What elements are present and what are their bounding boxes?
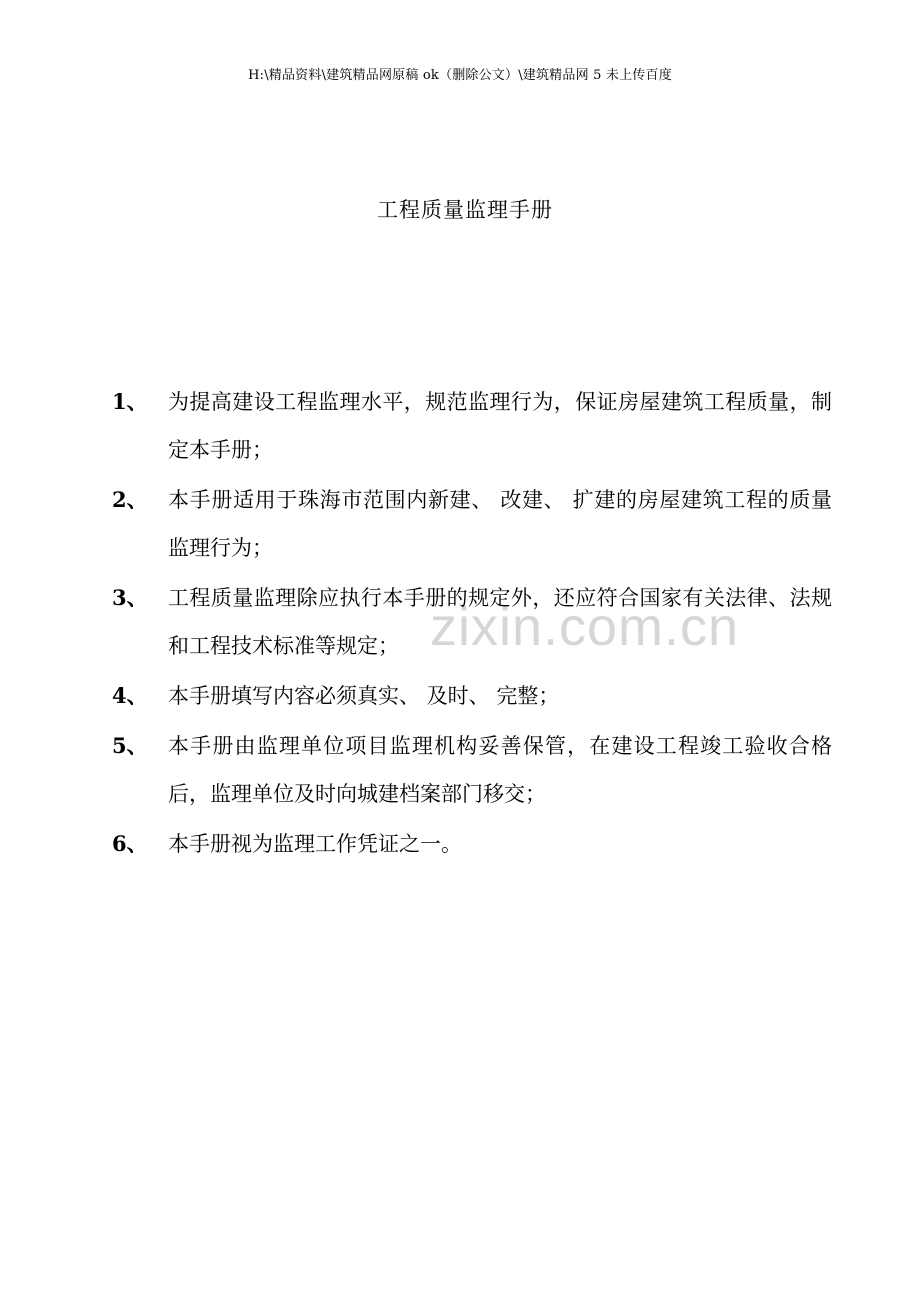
list-item-number: 1、: [112, 389, 148, 414]
list-item: [0, 378, 920, 474]
list-item-text: 工程质量监理除应执行本手册的规定外，还应符合国家有关法律、法规和工程技术标准等规定；: [168, 586, 832, 658]
watermark: zixin.com.cn: [430, 597, 740, 657]
list-item: [0, 820, 920, 868]
list-item-number: 3、: [112, 585, 148, 610]
list-item: [0, 574, 920, 670]
list-item-text: 为提高建设工程监理水平，规范监理行为，保证房屋建筑工程质量，制定本手册；: [168, 390, 832, 462]
list-item: [0, 722, 920, 818]
list-item-text: 本手册填写内容必须真实、 及时、 完整；: [168, 684, 560, 708]
list-item-number: 2、: [112, 487, 148, 512]
list-item-number: 5、: [112, 733, 148, 758]
header-file-path: H:\精品资料\建筑精品网原稿 ok（删除公文）\建筑精品网 5 未上传百度: [248, 68, 672, 83]
list-item-text: 本手册视为监理工作凭证之一。: [168, 832, 462, 856]
list-item-text: 本手册适用于珠海市范围内新建、 改建、 扩建的房屋建筑工程的质量监理行为；: [168, 488, 832, 560]
list-item: [0, 476, 920, 572]
numbered-list: [0, 378, 920, 870]
list-item: [0, 672, 920, 720]
list-item-number: 6、: [112, 831, 148, 856]
document-title: 工程质量监理手册: [377, 198, 553, 222]
list-item-text: 本手册由监理单位项目监理机构妥善保管，在建设工程竣工验收合格后，监理单位及时向城建档案部门移交；: [168, 734, 832, 806]
list-item-number: 4、: [112, 683, 148, 708]
